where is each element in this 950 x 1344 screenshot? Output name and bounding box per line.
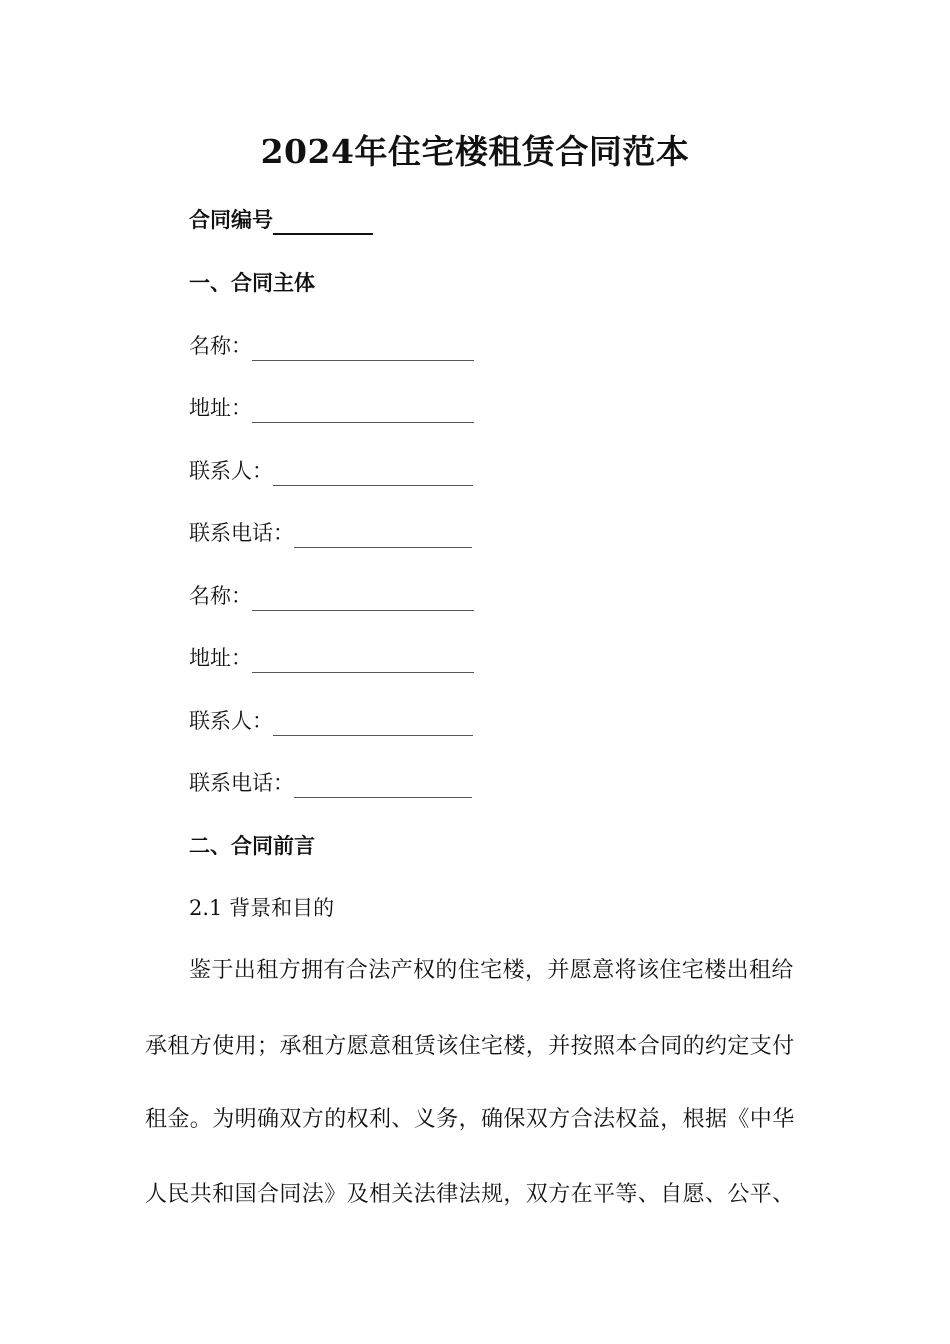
- subsection-heading: 2.1 背景和目的: [189, 896, 335, 920]
- party-b-phone-row: [189, 768, 472, 798]
- section-heading-preamble: 二、合同前言: [189, 833, 315, 858]
- paragraph-line: 租金。为明确双方的权利、义务，确保双方合法权益，根据《中华: [145, 1107, 795, 1132]
- party-b-phone-blank[interactable]: [294, 775, 472, 798]
- paragraph-line: 人民共和国合同法》及相关法律法规，双方在平等、自愿、公平、: [145, 1182, 795, 1207]
- party-a-phone-blank[interactable]: [294, 525, 472, 548]
- party-a-name-row: [189, 331, 474, 361]
- contract-number-label: 合同编号: [189, 207, 273, 232]
- party-a-contact-row: [189, 456, 473, 486]
- party-b-contact-label: 联系人：: [189, 709, 273, 733]
- party-a-name-blank[interactable]: [252, 338, 474, 361]
- party-b-address-row: [189, 643, 474, 673]
- paragraph-line: 鉴于出租方拥有合法产权的住宅楼，并愿意将该住宅楼出租给: [189, 958, 794, 983]
- document-title: 2024年住宅楼租赁合同范本: [260, 132, 690, 171]
- party-b-contact-row: [189, 706, 473, 736]
- contract-number-blank[interactable]: [273, 211, 373, 235]
- party-a-contact-blank[interactable]: [273, 463, 473, 486]
- party-b-address-blank[interactable]: [252, 650, 474, 673]
- party-b-address-label: 地址：: [189, 646, 252, 670]
- party-b-name-blank[interactable]: [252, 588, 474, 611]
- party-a-name-label: 名称：: [189, 334, 252, 358]
- party-a-address-blank[interactable]: [252, 400, 474, 423]
- party-a-phone-label: 联系电话：: [189, 521, 294, 545]
- party-a-address-label: 地址：: [189, 396, 252, 420]
- paragraph-line: 承租方使用；承租方愿意租赁该住宅楼，并按照本合同的约定支付: [145, 1034, 795, 1059]
- party-b-phone-label: 联系电话：: [189, 771, 294, 795]
- party-b-contact-blank[interactable]: [273, 713, 473, 736]
- party-a-address-row: [189, 393, 474, 423]
- contract-number-row: [189, 205, 373, 235]
- party-b-name-row: [189, 581, 474, 611]
- party-b-name-label: 名称：: [189, 584, 252, 608]
- party-a-phone-row: [189, 518, 472, 548]
- section-heading-parties: 一、合同主体: [189, 270, 315, 295]
- party-a-contact-label: 联系人：: [189, 459, 273, 483]
